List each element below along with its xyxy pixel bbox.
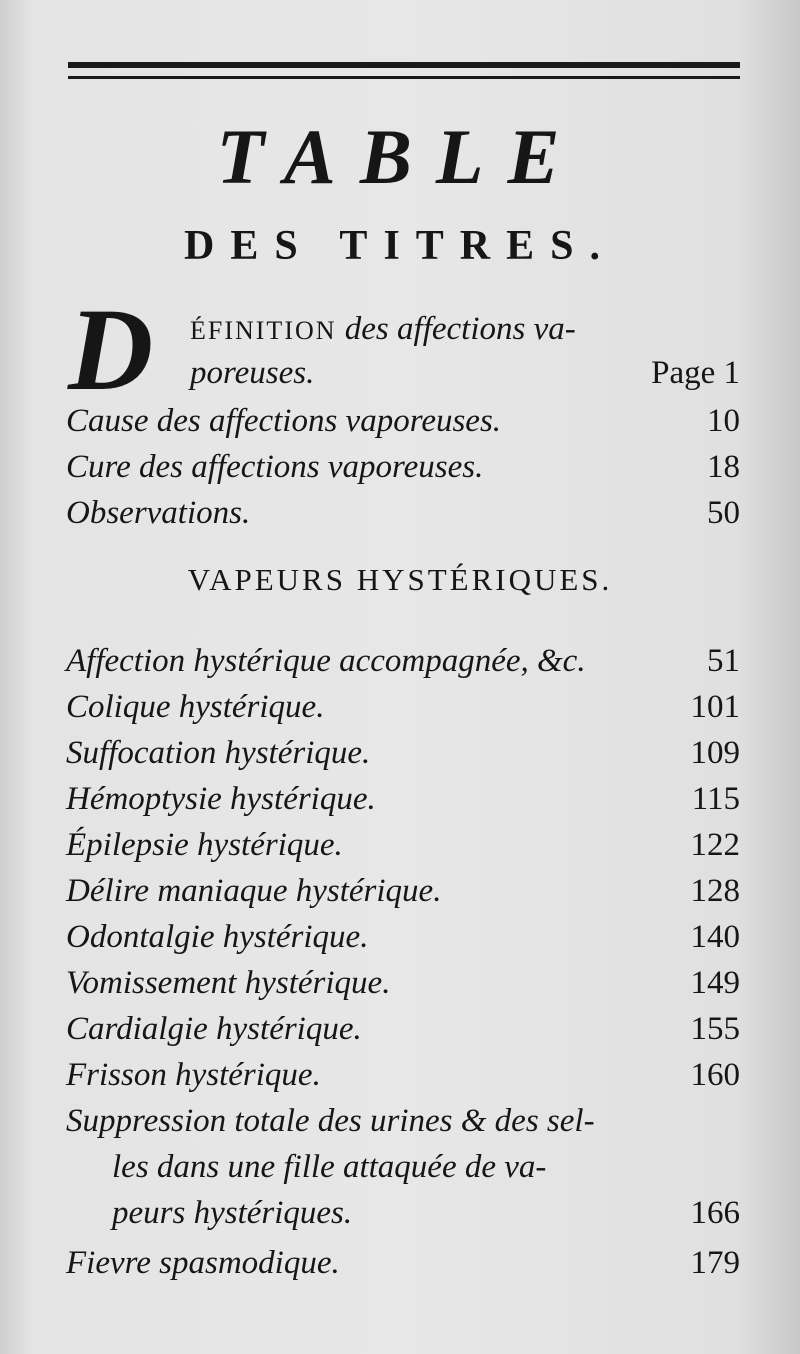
toc-entry [66, 822, 740, 868]
toc-entry-page: 155 [690, 1011, 740, 1047]
toc-entry-title: Vomissement hystérique. [66, 965, 391, 1001]
toc-entry-continuation [112, 1190, 740, 1236]
toc-entry [66, 638, 740, 684]
intro-smallcaps: ÉFINITION [190, 316, 337, 345]
toc-entry [66, 1098, 740, 1144]
toc-entry-page: 115 [691, 781, 740, 817]
toc-entry-page: 18 [707, 449, 740, 485]
intro-line-2-text: poreuses. [190, 355, 315, 391]
header-rule-top [68, 62, 740, 68]
toc-entry [66, 730, 740, 776]
toc-entry-title: Cure des affections vaporeuses. [66, 449, 484, 485]
toc-entry-title: Colique hystérique. [66, 689, 325, 725]
toc-entry-continuation [112, 1144, 740, 1190]
toc-entry-title: Odontalgie hystérique. [66, 919, 369, 955]
page-title: TABLE [216, 113, 584, 200]
toc-entry [66, 868, 740, 914]
toc-entry-page: 51 [707, 643, 740, 679]
toc-entry-title: Cause des affections vaporeuses. [66, 403, 502, 439]
toc-entry-page: 122 [690, 827, 740, 863]
toc-entry-page: 149 [690, 965, 740, 1001]
toc-entry-title: Observations. [66, 495, 251, 531]
toc-entry-page: 10 [707, 403, 740, 439]
toc-entry-title: Délire maniaque hystérique. [66, 873, 442, 909]
toc-entry-title: Hémoptysie hystérique. [66, 781, 376, 817]
toc-entry [66, 398, 740, 444]
toc-entry-title: Frisson hystérique. [66, 1057, 321, 1093]
page-subtitle: DES TITRES. [183, 223, 617, 269]
drop-capital: D [68, 284, 154, 415]
toc-entry-page: 166 [690, 1195, 740, 1231]
intro-page-number: Page 1 [651, 355, 740, 391]
toc-entry [66, 914, 740, 960]
toc-entry-page: 50 [707, 495, 740, 531]
toc-entry [66, 776, 740, 822]
toc-entry [66, 1006, 740, 1052]
toc-entry-title: Fievre spasmodique. [66, 1245, 340, 1281]
toc-entry [66, 490, 740, 536]
header-rule-bottom [68, 76, 740, 79]
toc-entry [66, 1240, 740, 1286]
toc-entry [66, 960, 740, 1006]
section-heading: VAPEURS HYSTÉRIQUES. [187, 562, 613, 597]
toc-entry [66, 444, 740, 490]
intro-line-2 [190, 350, 740, 396]
toc-entry-title: Suffocation hystérique. [66, 735, 371, 771]
toc-entry [66, 1052, 740, 1098]
toc-entry-page: 140 [690, 919, 740, 955]
toc-entry-title: Épilepsie hystérique. [66, 827, 343, 863]
toc-entry-title: Cardialgie hystérique. [66, 1011, 362, 1047]
toc-entry-title: les dans une fille attaquée de va- [112, 1149, 547, 1185]
toc-entry-page: 160 [690, 1057, 740, 1093]
toc-entry-title: peurs hystériques. [112, 1195, 353, 1231]
toc-entry [66, 684, 740, 730]
toc-entry-page: 128 [690, 873, 740, 909]
toc-entry-page: 101 [690, 689, 740, 725]
toc-entry-title: Suppression totale des urines & des sel- [66, 1103, 595, 1139]
toc-entry-page: 109 [690, 735, 740, 771]
toc-entry-title: Affection hystérique accompagnée, &c. [66, 643, 586, 679]
intro-rest: des affections va- [336, 311, 576, 347]
toc-entry-page: 179 [690, 1245, 740, 1281]
intro-line-1 [190, 306, 740, 352]
